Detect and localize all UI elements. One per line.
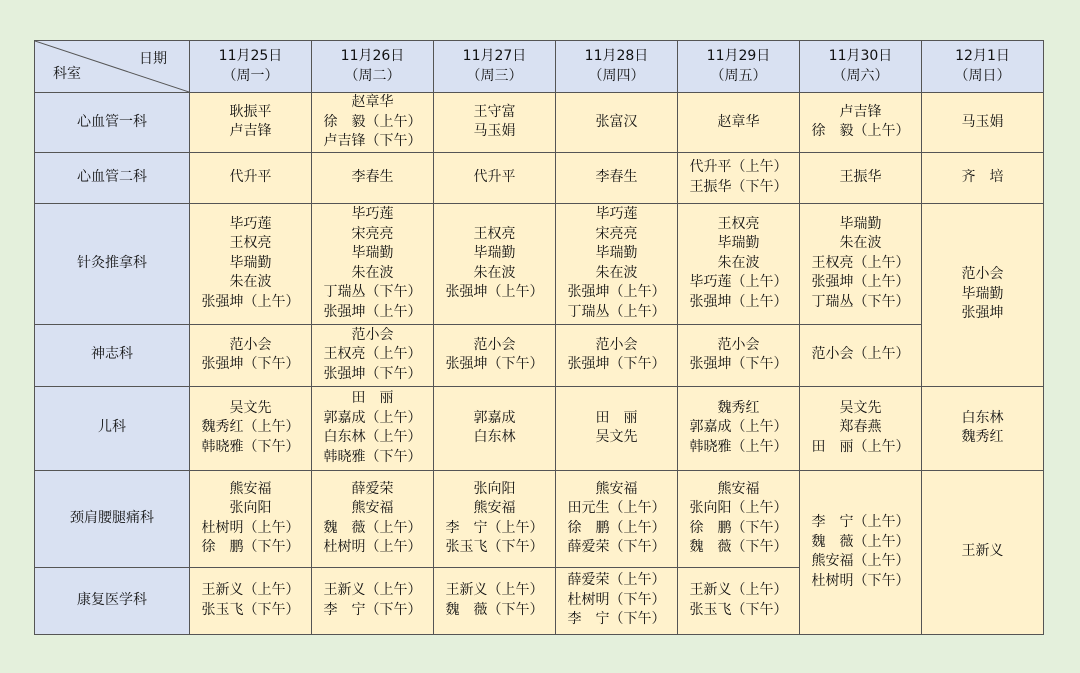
doctor-entry: 范小会 [961, 266, 1004, 283]
doctor-entry: 张强坤（下午） [689, 356, 788, 372]
doctor-entry: 丁瑞丛（下午） [323, 284, 422, 300]
schedule-cell [678, 203, 800, 324]
doctor-entry: 田 丽（上午） [811, 438, 910, 455]
doctor-entry: 王权亮（上午） [811, 254, 910, 271]
doctor-entry: 毕瑞勤 [229, 254, 272, 271]
doctor-entry: 王新义（上午） [323, 582, 422, 598]
doctor-entry: 丁瑞丛（下午） [811, 293, 910, 310]
schedule-cell [190, 93, 312, 153]
doctor-entry: 魏 薇（下午） [445, 601, 544, 618]
doctor-entry: 李春生 [595, 168, 638, 185]
doctor-entry: 吴文先 [595, 429, 638, 445]
doctor-entry: 王权亮 [229, 235, 272, 252]
doctor-entry: 毕巧莲 [229, 215, 272, 232]
doctor-entry: 王振华（下午） [689, 178, 788, 195]
doctor-entry: 卢吉锋（下午） [323, 133, 422, 149]
doctor-entry: 薛爱荣（上午） [567, 572, 666, 589]
doctor-entry: 毕巧莲 [351, 206, 394, 222]
doctor-entry: 张向阳（上午） [689, 500, 788, 516]
doctor-entry: 杜树明（下午） [567, 591, 666, 608]
schedule-cell [556, 567, 678, 634]
schedule-cell [678, 470, 800, 567]
doctor-entry: 田 丽 [595, 409, 638, 426]
table-row [35, 386, 1044, 470]
doctor-entry: 吴文先 [229, 399, 272, 416]
doctor-entry: 毕瑞勤 [961, 285, 1004, 302]
day-date: 11月29日 [706, 48, 771, 64]
schedule-cell [678, 324, 800, 386]
schedule-cell [678, 567, 800, 634]
doctor-entry: 白东林 [473, 429, 516, 445]
doctor-entry: 范小会 [351, 326, 394, 343]
doctor-entry: 卢吉锋 [229, 123, 272, 140]
doctor-entry: 范小会 [473, 336, 516, 353]
doctor-entry: 毕瑞勤 [839, 215, 882, 232]
table-row [35, 152, 1044, 203]
schedule-cell [678, 152, 800, 203]
table-row [35, 93, 1044, 153]
doctor-entry: 张玉飞（下午） [201, 601, 300, 618]
day-header [556, 41, 678, 93]
day-weekday: （周四） [588, 67, 645, 84]
doctor-entry: 郭嘉成 [473, 409, 516, 426]
schedule-cell [434, 386, 556, 470]
schedule-cell [312, 386, 434, 470]
day-weekday: （周三） [466, 67, 523, 84]
doctor-entry: 熊安福 [229, 480, 272, 497]
doctor-entry: 杜树明（上午） [201, 519, 300, 536]
schedule-cell [556, 203, 678, 324]
doctor-entry: 张强坤（下午） [201, 356, 300, 372]
doctor-entry: 朱在波 [473, 264, 516, 281]
doctor-entry: 耿振平 [229, 103, 272, 120]
schedule-cell [800, 93, 922, 153]
schedule-cell [190, 324, 312, 386]
doctor-entry: 薛爱荣 [351, 480, 394, 497]
doctor-entry: 毕瑞勤 [717, 235, 760, 252]
doctor-entry: 代升平 [229, 168, 272, 185]
doctor-entry: 李 宁（上午） [445, 519, 544, 536]
doctor-entry: 徐 毅（上午） [811, 123, 910, 140]
schedule-cell [800, 324, 922, 386]
doctor-entry: 王权亮 [717, 215, 760, 232]
day-header [312, 41, 434, 93]
doctor-entry: 张玉飞（下午） [445, 539, 544, 555]
doctor-entry: 魏 薇（上午） [811, 533, 910, 550]
dept-name: 神志科 [35, 324, 190, 386]
doctor-entry: 张强坤（上午） [445, 284, 544, 300]
schedule-table-wrapper [34, 40, 1044, 635]
doctor-entry: 朱在波 [717, 254, 760, 271]
doctor-entry: 王新义（上午） [201, 582, 300, 598]
duty-schedule-table [34, 40, 1044, 635]
schedule-cell [190, 567, 312, 634]
doctor-entry: 郭嘉成（上午） [689, 419, 788, 436]
doctor-entry: 宋亮亮 [351, 225, 394, 242]
doctor-entry: 杜树明（下午） [811, 572, 910, 589]
doctor-entry: 代升平 [473, 168, 516, 185]
doctor-entry: 毕瑞勤 [351, 245, 394, 261]
doctor-entry: 代升平（上午） [689, 159, 788, 175]
day-date: 11月28日 [584, 48, 649, 64]
day-weekday: （周六） [832, 67, 889, 84]
doctor-entry: 毕瑞勤 [595, 245, 638, 261]
day-date: 11月30日 [828, 48, 893, 64]
doctor-entry: 李春生 [351, 168, 394, 185]
corner-dept-label: 科室 [53, 65, 81, 82]
doctor-entry: 徐 毅（上午） [323, 113, 422, 130]
header-row [35, 41, 1044, 93]
schedule-cell [556, 324, 678, 386]
dept-name: 心血管一科 [35, 93, 190, 153]
schedule-cell [556, 386, 678, 470]
doctor-entry: 毕巧莲 [595, 206, 638, 222]
doctor-entry: 熊安福 [473, 500, 516, 516]
doctor-entry: 薛爱荣（下午） [567, 539, 666, 555]
day-date: 11月26日 [340, 48, 405, 64]
schedule-cell [190, 152, 312, 203]
doctor-entry: 赵章华 [717, 113, 760, 130]
schedule-cell [922, 386, 1044, 470]
day-date: 11月27日 [462, 48, 527, 64]
doctor-entry: 徐 鹏（上午） [567, 519, 666, 536]
schedule-cell-merged [922, 203, 1044, 386]
day-weekday: （周二） [344, 67, 401, 84]
doctor-entry: 王权亮（上午） [323, 346, 422, 363]
doctor-entry: 王新义 [961, 543, 1004, 560]
doctor-entry: 魏 薇（上午） [323, 519, 422, 536]
schedule-cell [678, 386, 800, 470]
doctor-entry: 张强坤（上午） [201, 293, 300, 310]
schedule-cell [678, 93, 800, 153]
schedule-cell-merged [800, 470, 922, 634]
doctor-entry: 张向阳 [229, 500, 272, 516]
schedule-cell [312, 152, 434, 203]
doctor-entry: 王权亮 [473, 225, 516, 242]
doctor-entry: 毕瑞勤 [473, 245, 516, 261]
day-weekday: （周五） [710, 67, 767, 84]
doctor-entry: 张强坤（上午） [811, 274, 910, 291]
day-header [190, 41, 312, 93]
day-header [678, 41, 800, 93]
dept-name: 颈肩腰腿痛科 [35, 470, 190, 567]
day-weekday: （周一） [222, 67, 279, 84]
day-date: 11月25日 [218, 48, 283, 64]
table-row [35, 324, 1044, 386]
doctor-entry: 范小会 [595, 336, 638, 353]
corner-header [35, 41, 190, 93]
table-row [35, 203, 1044, 324]
schedule-cell [922, 93, 1044, 153]
schedule-cell [434, 470, 556, 567]
doctor-entry: 白东林（上午） [323, 429, 422, 445]
doctor-entry: 张玉飞（下午） [689, 601, 788, 618]
schedule-cell [312, 324, 434, 386]
schedule-cell [800, 152, 922, 203]
doctor-entry: 韩晓雅（下午） [323, 448, 422, 465]
doctor-entry: 魏秀红 [961, 429, 1004, 445]
schedule-cell [312, 93, 434, 153]
doctor-entry: 韩晓雅（下午） [201, 438, 300, 455]
doctor-entry: 徐 鹏（下午） [201, 539, 300, 555]
schedule-cell [312, 203, 434, 324]
doctor-entry: 张强坤（上午） [567, 284, 666, 300]
dept-name: 儿科 [35, 386, 190, 470]
doctor-entry: 张强坤（上午） [323, 303, 422, 320]
doctor-entry: 张强坤 [961, 305, 1004, 322]
doctor-entry: 李 宁（下午） [567, 611, 666, 628]
day-date: 12月1日 [955, 48, 1010, 64]
schedule-cell-merged [922, 470, 1044, 634]
dept-name: 心血管二科 [35, 152, 190, 203]
doctor-entry: 魏秀红（上午） [201, 419, 300, 436]
doctor-entry: 朱在波 [351, 264, 394, 281]
day-header [434, 41, 556, 93]
doctor-entry: 张向阳 [473, 480, 516, 497]
doctor-entry: 毕巧莲（上午） [689, 274, 788, 291]
schedule-cell [312, 470, 434, 567]
doctor-entry: 李 宁（下午） [323, 601, 422, 618]
doctor-entry: 范小会（上午） [811, 346, 910, 363]
doctor-entry: 范小会 [229, 336, 272, 353]
doctor-entry: 王新义（上午） [445, 582, 544, 598]
schedule-cell [800, 203, 922, 324]
schedule-cell [434, 324, 556, 386]
schedule-cell [556, 470, 678, 567]
day-weekday: （周日） [954, 67, 1011, 84]
doctor-entry: 魏秀红 [717, 399, 760, 416]
doctor-entry: 熊安福 [351, 500, 394, 516]
doctor-entry: 张富汉 [595, 113, 638, 130]
doctor-entry: 田元生（上午） [567, 500, 666, 516]
doctor-entry: 吴文先 [839, 399, 882, 416]
doctor-entry: 卢吉锋 [839, 103, 882, 120]
doctor-entry: 王新义（上午） [689, 582, 788, 598]
schedule-cell [434, 203, 556, 324]
doctor-entry: 白东林 [961, 409, 1004, 426]
doctor-entry: 魏 薇（下午） [689, 539, 788, 555]
corner-date-label: 日期 [139, 51, 167, 67]
doctor-entry: 熊安福 [717, 480, 760, 497]
table-row [35, 470, 1044, 567]
day-header [922, 41, 1044, 93]
schedule-cell [190, 386, 312, 470]
doctor-entry: 朱在波 [839, 235, 882, 252]
day-header [800, 41, 922, 93]
schedule-cell [556, 93, 678, 153]
doctor-entry: 马玉娟 [473, 123, 516, 140]
schedule-cell [800, 386, 922, 470]
dept-name: 康复医学科 [35, 567, 190, 634]
dept-name: 针灸推拿科 [35, 203, 190, 324]
doctor-entry: 宋亮亮 [595, 225, 638, 242]
schedule-cell [312, 567, 434, 634]
doctor-entry: 丁瑞丛（上午） [567, 303, 666, 320]
doctor-entry: 熊安福 [595, 480, 638, 497]
doctor-entry: 张强坤（下午） [445, 356, 544, 372]
doctor-entry: 齐 培 [961, 168, 1004, 185]
doctor-entry: 郭嘉成（上午） [323, 409, 422, 426]
doctor-entry: 马玉娟 [961, 113, 1004, 130]
doctor-entry: 徐 鹏（下午） [689, 519, 788, 536]
doctor-entry: 李 宁（上午） [811, 514, 910, 530]
doctor-entry: 赵章华 [351, 94, 394, 110]
doctor-entry: 张强坤（下午） [567, 356, 666, 372]
schedule-cell [556, 152, 678, 203]
doctor-entry: 朱在波 [595, 264, 638, 281]
doctor-entry: 王守富 [473, 103, 516, 120]
schedule-cell [922, 152, 1044, 203]
schedule-cell [434, 152, 556, 203]
doctor-entry: 朱在波 [229, 274, 272, 291]
doctor-entry: 郑春燕 [839, 419, 882, 436]
doctor-entry: 田 丽 [351, 390, 394, 406]
doctor-entry: 张强坤（上午） [689, 293, 788, 310]
doctor-entry: 范小会 [717, 336, 760, 353]
schedule-cell [434, 93, 556, 153]
schedule-cell [190, 470, 312, 567]
schedule-cell [434, 567, 556, 634]
doctor-entry: 王振华 [839, 168, 882, 185]
doctor-entry: 杜树明（上午） [323, 539, 422, 555]
doctor-entry: 熊安福（上午） [811, 553, 910, 569]
doctor-entry: 韩晓雅（上午） [689, 438, 788, 455]
schedule-cell [190, 203, 312, 324]
doctor-entry: 张强坤（下午） [323, 365, 422, 382]
